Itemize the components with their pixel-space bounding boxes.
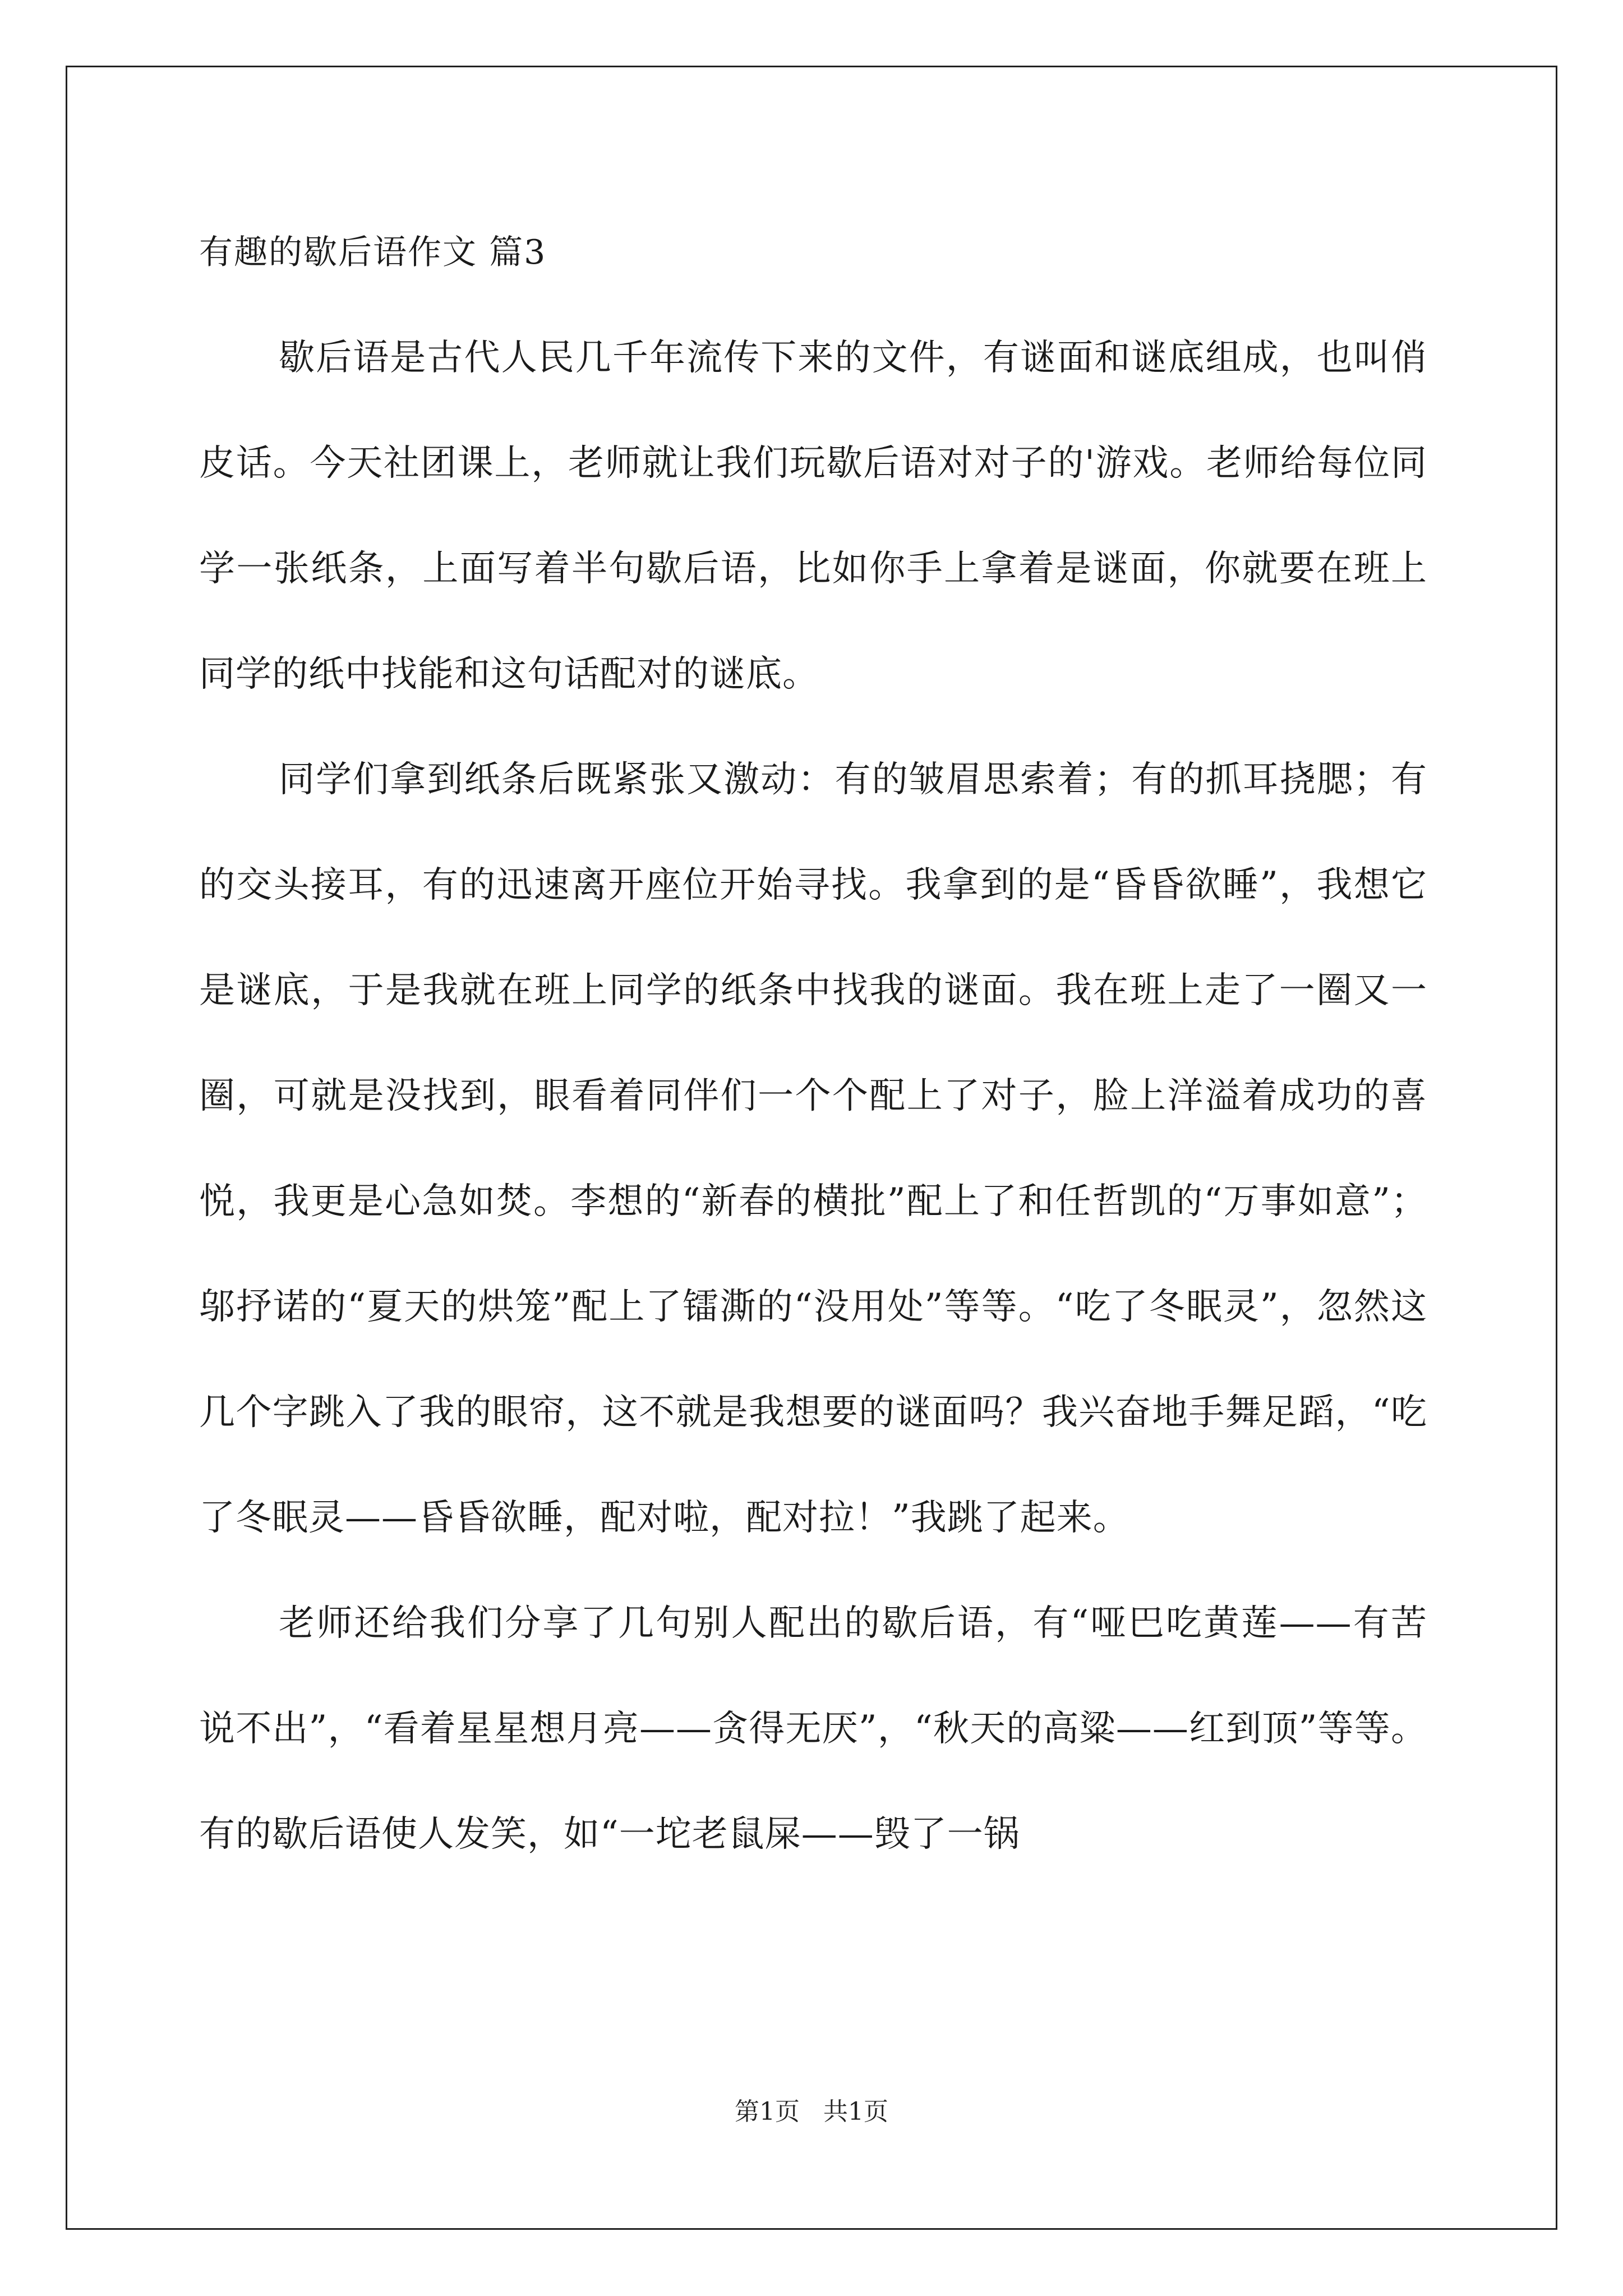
document-title: 有趣的歇后语作文 篇3 (199, 233, 547, 272)
paragraph-2: 同学们拿到纸条后既紧张又激动：有的皱眉思索着；有的抓耳挠腮；有的交头接耳，有的迅速离开座位开始寻找。我拿到的是“昏昏欲睡”，我想它是谜底，于是我就在班上同学的纸条中找我的谜面。我在班上走了一圈又一圈，可就是没找到，眼看着同伴们一个个配上了对子，脸上洋溢着成功的喜悦，我更是心急如焚。李想的“新春的横批”配上了和任哲凯的“万事如意”；邬抒诺的“夏天的烘笼”配上了镭澌的“没用处”等等。“吃了冬眠灵”，忽然这几个字跳入了我的眼帘，这不就是我想要的谜面吗？我兴奋地手舞足蹈，“吃了冬眠灵——昏昏欲睡，配对啦，配对拉！”我跳了起来。 (199, 759, 1427, 1539)
paragraph-3: 老师还给我们分享了几句别人配出的歇后语，有“哑巴吃黄莲——有苦说不出”，“看着星星想月亮——贪得无厌”，“秋天的高粱——红到顶”等等。有的歇后语使人发笑，如“一坨老鼠屎——毁了一锅 (199, 1603, 1427, 1855)
page-footer: 第1页 共1页 (735, 2097, 888, 2126)
document-body (199, 219, 1427, 1887)
paragraph-1: 歇后语是古代人民几千年流传下来的文件，有谜面和谜底组成，也叫俏皮话。今天社团课上，老师就让我们玩歇后语对对子的'游戏。老师给每位同学一张纸条，上面写着半句歇后语，比如你手上拿着是谜面，你就要在班上同学的纸中找能和这句话配对的谜底。 (199, 337, 1427, 695)
